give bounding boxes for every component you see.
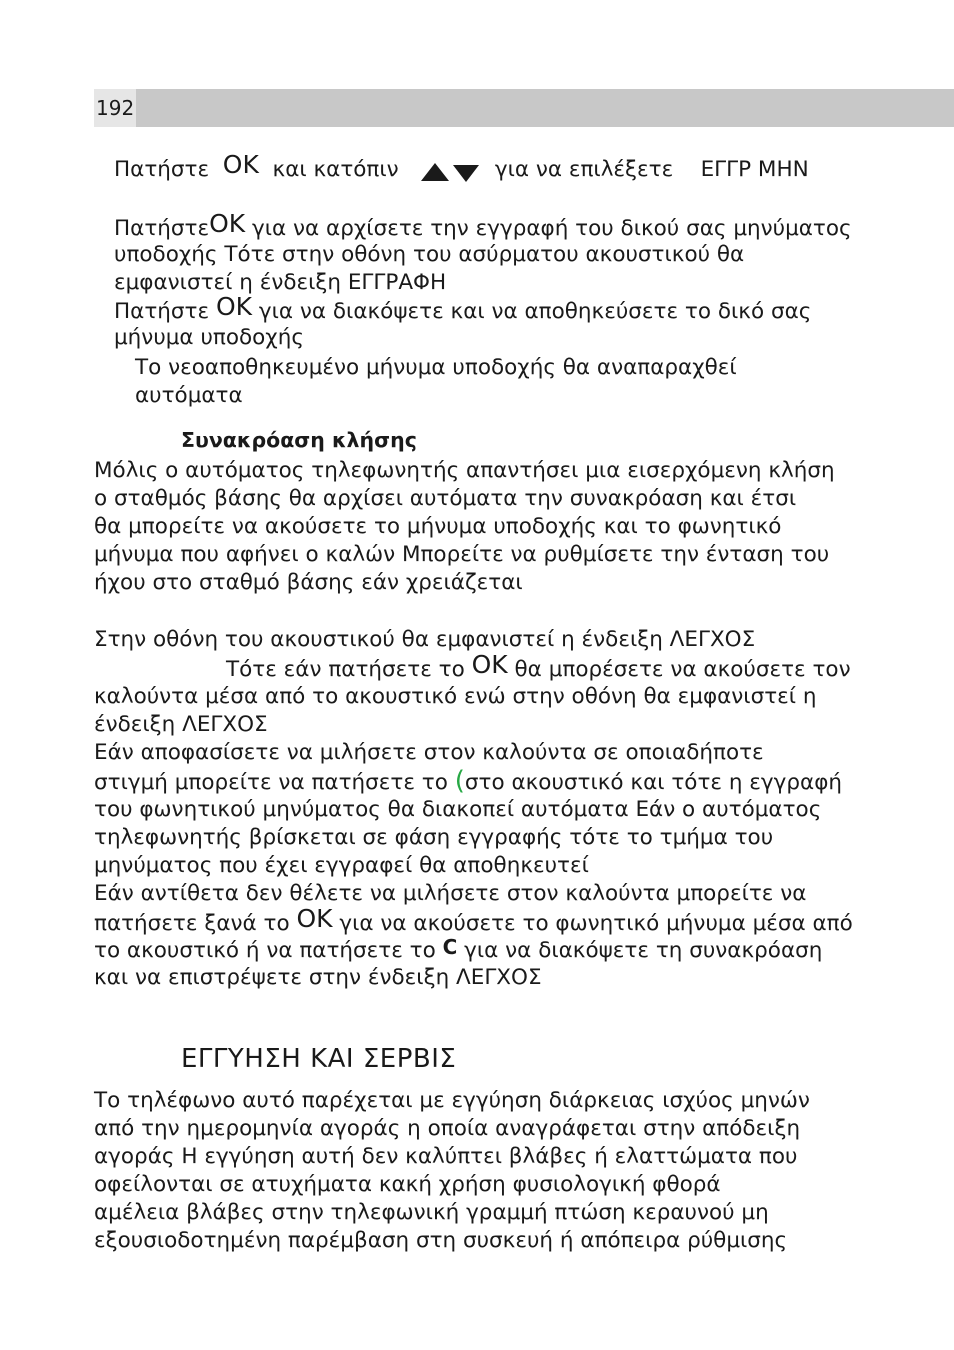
text: Τότε εάν πατήσετε το <box>226 657 465 682</box>
menu-target: ΕΓΓΡ ΜΗΝ <box>700 157 809 182</box>
text: θα μπορέσετε να ακούσετε τον <box>514 657 851 682</box>
ok-key-label: OK <box>296 904 333 933</box>
text: για να ακούσετε το φωνητικό μήνυμα μέσα από <box>339 911 853 936</box>
record-line-7: αυτόματα <box>135 383 243 408</box>
text: Πατήστε <box>114 299 210 324</box>
ok-key-label: OK <box>215 292 253 321</box>
text: και κατόπιν <box>272 157 399 182</box>
talk-key-icon: ( <box>454 766 465 796</box>
paragraph-line <box>94 904 853 938</box>
record-line-3: εμφανιστεί η ένδειξη ΕΓΓΡΑΦΗ <box>114 270 447 295</box>
text: Πατήστε <box>114 157 210 182</box>
menu-instruction <box>114 150 809 184</box>
paragraph-line <box>94 767 842 797</box>
paragraph-line: Το τηλέφωνο αυτό παρέχεται με εγγύηση διάρκειας ισχύος μηνών <box>94 1088 810 1113</box>
c-key-label: C <box>442 935 458 959</box>
paragraph-line: και να επιστρέψετε στην ένδειξη ΛΕΓΧΟΣ <box>94 965 542 990</box>
section-heading: Συνακρόαση κλήσης <box>181 428 417 452</box>
record-line-1 <box>114 209 852 243</box>
text: πατήσετε ξανά το <box>94 911 290 936</box>
section-heading-warranty: ΕΓΓΥΗΣΗ ΚΑΙ ΣΕΡΒΙΣ <box>181 1044 457 1074</box>
paragraph-line: αμέλεια βλάβες στην τηλεφωνική γραμμή πτώση κεραυνού μη <box>94 1200 769 1225</box>
paragraph-line: ένδειξη ΛΕΓΧΟΣ <box>94 712 268 737</box>
text: στιγμή μπορείτε να πατήσετε το <box>94 770 448 795</box>
paragraph-line: μηνύματος που έχει εγγραφεί θα αποθηκευτεί <box>94 853 589 878</box>
text: για να διακόψετε τη συνακρόαση <box>464 938 823 963</box>
paragraph-line: οφείλονται σε ατυχήματα κακή χρήση φυσιολογική φθορά <box>94 1172 721 1197</box>
paragraph-line: ήχου στο σταθμό βάσης εάν χρειάζεται <box>94 570 523 595</box>
paragraph-line: τηλεφωνητής βρίσκεται σε φάση εγγραφής τότε το τμήμα του <box>94 825 774 850</box>
ok-key-label: OK <box>209 209 246 238</box>
record-line-2: υποδοχής Τότε στην οθόνη του ασύρματου ακουστικού θα <box>114 242 745 267</box>
paragraph-line: εξουσιοδοτημένη παρέμβαση στη συσκευή ή απόπειρα ρύθμισης <box>94 1228 788 1253</box>
page-number: 192 <box>94 89 136 127</box>
paragraph-line: θα μπορείτε να ακούσετε το μήνυμα υποδοχής και το φωνητικό <box>94 514 782 539</box>
text: για να επιλέξετε <box>494 157 674 182</box>
text: Πατήστε <box>114 216 210 241</box>
record-line-4 <box>114 292 812 326</box>
record-line-6: Το νεοαποθηκευμένο μήνυμα υποδοχής θα αναπαραχθεί <box>135 355 737 380</box>
paragraph-line: καλούντα μέσα από το ακουστικό ενώ στην οθόνη θα εμφανιστεί η <box>94 684 817 709</box>
paragraph-line: Εάν αποφασίσετε να μιλήσετε στον καλούντα σε οποιαδήποτε <box>94 740 764 765</box>
paragraph-line: αγοράς Η εγγύηση αυτή δεν καλύπτει βλάβες ή ελαττώματα που <box>94 1144 798 1169</box>
paragraph-line <box>94 936 822 965</box>
paragraph-line: από την ημερομηνία αγοράς η οποία αναγράφεται στην απόδειξη <box>94 1116 801 1141</box>
ok-key-label: OK <box>471 650 508 679</box>
up-arrow-icon <box>419 161 451 183</box>
text: το ακουστικό ή να πατήσετε το <box>94 938 436 963</box>
paragraph-line <box>226 650 851 684</box>
paragraph-line: του φωνητικού μηνύματος θα διακοπεί αυτόματα Εάν ο αυτόματος <box>94 797 822 822</box>
record-line-5: μήνυμα υποδοχής <box>114 325 304 350</box>
paragraph-line: Στην οθόνη του ακουστικού θα εμφανιστεί η ένδειξη ΛΕΓΧΟΣ <box>94 627 756 652</box>
paragraph-line: Εάν αντίθετα δεν θέλετε να μιλήσετε στον καλούντα μπορείτε να <box>94 881 807 906</box>
ok-key-label: OK <box>222 150 259 179</box>
down-arrow-icon <box>451 161 481 183</box>
header-bar <box>94 89 954 127</box>
paragraph-line: μήνυμα που αφήνει ο καλών Μπορείτε να ρυθμίσετε την ένταση του <box>94 542 830 567</box>
text: στο ακουστικό και τότε η εγγραφή <box>464 770 843 795</box>
paragraph-line: Μόλις ο αυτόματος τηλεφωνητής απαντήσει μια εισερχόμενη κλήση <box>94 458 835 483</box>
text: για να διακόψετε και να αποθηκεύσετε το δικό σας <box>258 299 812 324</box>
up-down-arrow-icon <box>419 158 481 186</box>
paragraph-line: ο σταθμός βάσης θα αρχίσει αυτόματα την συνακρόαση και έτσι <box>94 486 797 511</box>
text: για να αρχίσετε την εγγραφή του δικού σας μηνύματος <box>252 216 852 241</box>
